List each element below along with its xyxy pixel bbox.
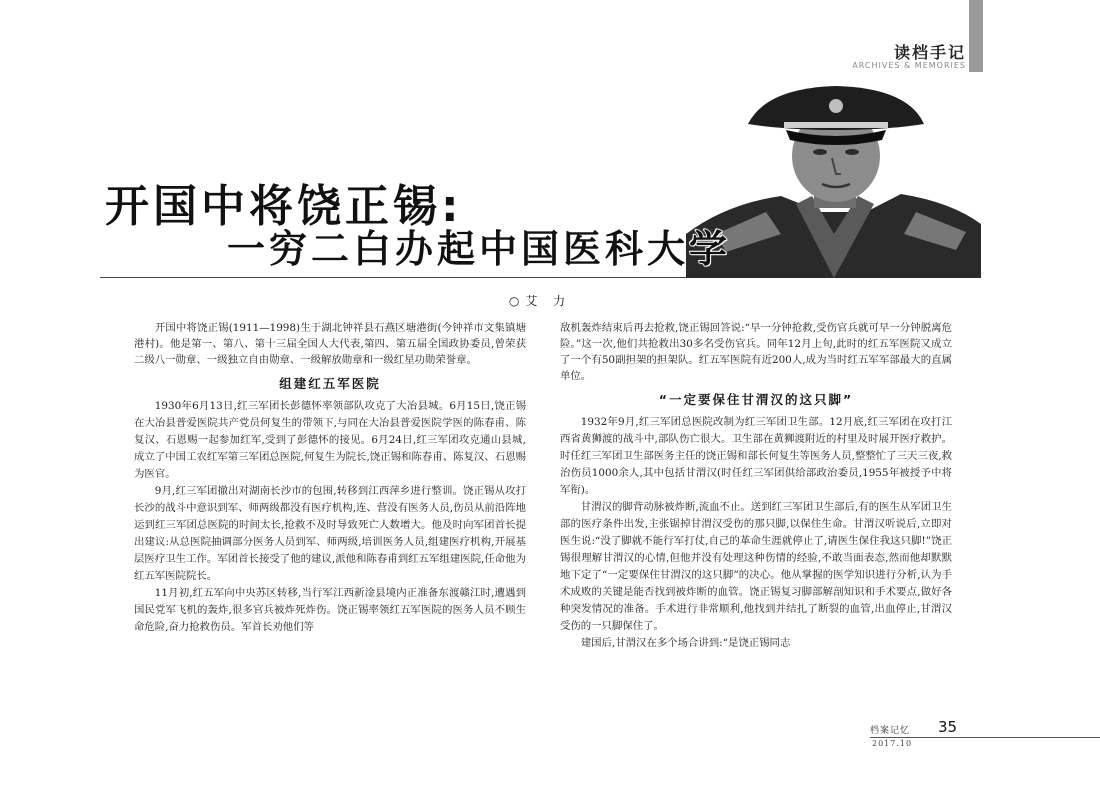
body-paragraph: 1932年9月,红三军团总医院改制为红三军团卫生部。12月底,红三军团在攻打江西省黄狮渡的战斗中,部队伤亡很大。卫生部在黄狮渡附近的村里及时展开医疗救护。时任红三军团卫生部医务主任的饶正锡和部长何复生等医务人员,整整忙了三天三夜,救治伤员1000余人,其中包括甘渭汉(时任红三军团供给部政治委员,1955年被授予中将军衔)。 xyxy=(560,416,952,496)
body-paragraph: 甘渭汉的脚背动脉被炸断,流血不止。送到红三军团卫生部后,有的医生从军团卫生部的医疗条件出发,主张锯掉甘渭汉受伤的那只脚,以保住生命。甘渭汉听说后,立即对医生说:“没了脚就不能行军打仗,自己的革命生涯就停止了,请医生保住我这只脚!”饶正锡很理解甘渭汉的心情,但他并没有处理这种伤情的经验,不敢当面表态,然而他却默默地下定了“一定要保住甘渭汉的这只脚”的决心。他从掌握的医学知识进行分析,认为手术成败的关键是能否找到被炸断的血管。饶正锡复习脚部解剖知识和手术要点,做好各种突发情况的准备。手术进行非常顺利,他找到并结扎了断裂的血管,出血停止,甘渭汉受伤的一只脚保住了。 xyxy=(560,501,952,632)
footer-divider xyxy=(870,737,1100,738)
left-column xyxy=(134,320,526,636)
footer-magazine-name: 档案记忆 xyxy=(870,726,911,736)
body-paragraph: 敌机轰炸结束后再去抢救,饶正锡回答说:“早一分钟抢救,受伤官兵就可早一分钟脱离危险。”这一次,他们共抢救出30多名受伤官兵。同年12月上旬,此时的红五军医院又成立了一个有50副担架的担架队。红五军医院有近200人,成为当时红五军军部最大的直属单位。 xyxy=(560,322,952,382)
issue-date: 2017.10 xyxy=(872,739,913,748)
section-heading-2: “一定要保住甘渭汉的这只脚” xyxy=(658,392,854,407)
article-title: 开国中将饶正锡: xyxy=(105,181,463,232)
column-title: 读档手记 xyxy=(893,43,966,62)
header-accent-bar xyxy=(969,0,983,72)
body-paragraph: 9月,红三军团撤出对湖南长沙市的包围,转移到江西萍乡进行整训。饶正锡从攻打长沙的战斗中意识到军、师两级都没有医疗机构,连、营没有医务人员,伤员从前沿阵地运到红三军团总医院的时间太长,抢救不及时导致死亡人数增大。他及时向军团首长提出建议:从总医院抽调部分医务人员到军、师两级,培训医务人员,组建医疗机构,开展基层医疗卫生工作。军团首长接受了他的建议,派他和陈春甫到红五军组建医院,任命他为红五军医院院长。 xyxy=(134,485,526,582)
page-number: 35 xyxy=(938,718,958,736)
article-subtitle: 一穷二白办起中国医科大学 xyxy=(227,227,732,271)
intro-paragraph: 开国中将饶正锡(1911—1998)生于湖北钟祥县石燕区塘港街(今钟祥市文集镇塘港村)。他是第一、第八、第十三届全国人大代表,第四、第五届全国政协委员,曾荣获二级八一勋章、一级独立自由勋章、一级解放勋章和一级红星功勋荣誉章。 xyxy=(134,322,526,366)
section-heading-1: 组建红五军医院 xyxy=(279,376,381,391)
body-paragraph: 11月初,红五军向中央苏区转移,当行军江西新淦县境内正准备东渡赣江时,遭遇到国民党军飞机的轰炸,很多官兵被炸死炸伤。饶正锡率领红五军医院的医务人员不顾生命危险,奋力抢救伤员。军首长劝他们等 xyxy=(134,587,526,633)
right-column xyxy=(560,320,952,652)
column-subtitle: ARCHIVES & MEMORIES xyxy=(852,61,966,70)
author-byline: ○艾 力 xyxy=(508,294,572,308)
body-paragraph: 建国后,甘渭汉在多个场合讲到:“是饶正锡同志 xyxy=(580,637,791,649)
body-paragraph: 1930年6月13日,红三军团长彭德怀率领部队攻克了大冶县城。6月15日,饶正锡在大冶县普爱医院共产党员何复生的带领下,与同在大冶县普爱医院学医的陈春甫、陈复汉、石恩赐一起参加红军,受到了彭德怀的接见。6月24日,红三军团攻克通山县城,成立了中国工农红军第三军团总医院,何复生为院长,饶正锡和陈春甫、陈复汉、石恩赐为医官。 xyxy=(134,400,526,480)
